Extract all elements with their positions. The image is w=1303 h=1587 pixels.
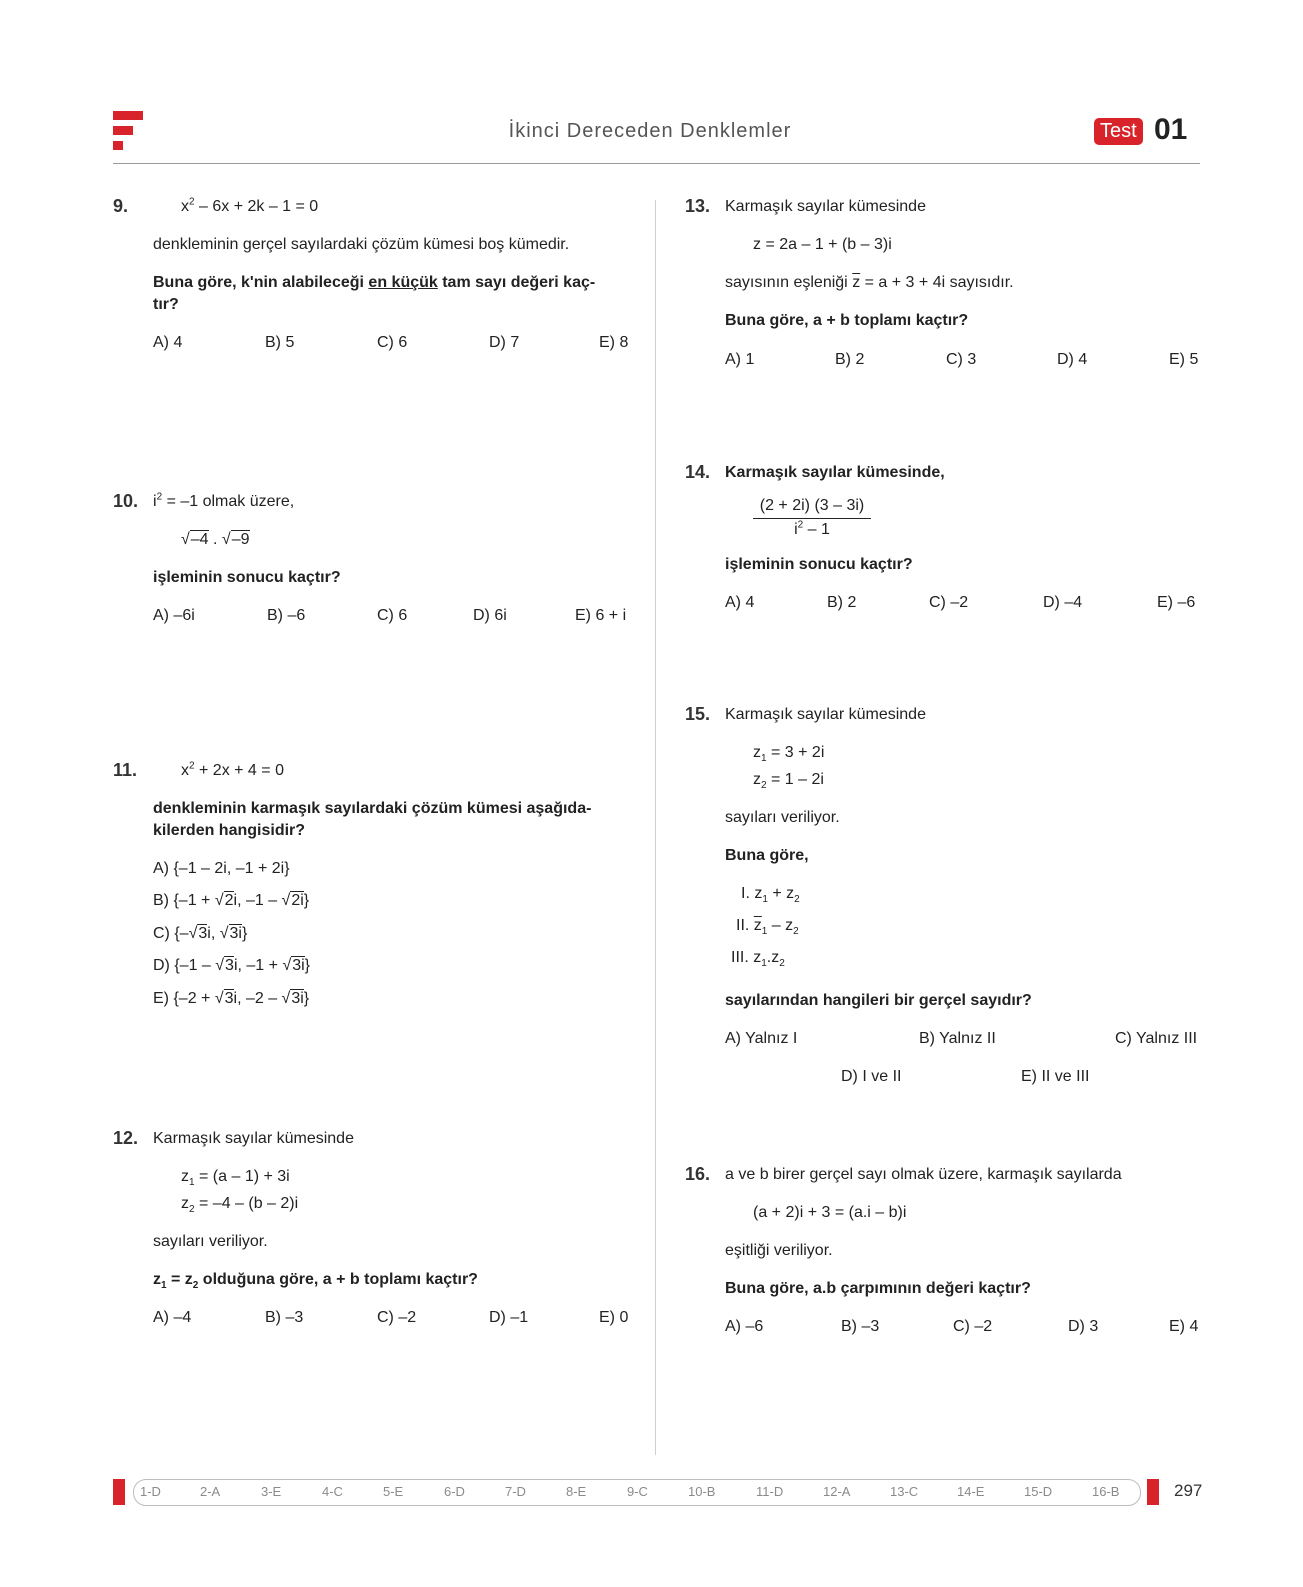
condition: $i^2 = -1$ olmak üzere, (153, 491, 295, 510)
question-prompt-cont: tır? (153, 296, 179, 313)
option-b[interactable]: B) 5 (265, 334, 295, 351)
z1-definition: $z_1 = (a - 1) + 3i$ (181, 1168, 290, 1189)
option-a[interactable]: A) –6i (153, 607, 195, 624)
option-a[interactable]: A) –6 (725, 1318, 764, 1335)
answer-item: 7-D (505, 1484, 526, 1499)
question-number: 16. (685, 1164, 711, 1184)
z2-definition: $z_2 = -4 - (b - 2)i$ (181, 1195, 299, 1216)
question-text: sayıları veriliyor. (725, 809, 840, 826)
option-b[interactable]: B) Yalnız II (919, 1030, 996, 1047)
question-prompt: denkleminin karmaşık sayılardaki çözüm kümesi aşağıda- (153, 800, 592, 817)
option-e[interactable]: E) 4 (1169, 1318, 1199, 1335)
question-intro: Karmaşık sayılar kümesinde (725, 198, 926, 215)
option-d[interactable]: D) I ve II (841, 1068, 902, 1085)
option-e[interactable]: E) 8 (599, 334, 629, 351)
denominator: $i^2 - 1$ (794, 519, 830, 538)
option-e[interactable]: E) 0 (599, 1309, 629, 1326)
option-d[interactable]: D) 6i (473, 607, 507, 624)
question-number: 14. (685, 462, 711, 482)
option-b[interactable]: B) –3 (265, 1309, 304, 1326)
answer-item: 15-D (1024, 1484, 1053, 1499)
option-e[interactable]: E) {–2 + √3i, –2 – √3i} (153, 990, 310, 1007)
footer-accent-left (113, 1479, 125, 1505)
publisher-logo (113, 111, 143, 151)
answer-item: 9-C (627, 1484, 648, 1499)
z2-definition: $z_2 = 1 - 2i$ (753, 771, 824, 792)
option-b[interactable]: B) –6 (267, 607, 306, 624)
answer-item: 13-C (890, 1484, 919, 1499)
question-intro: Karmaşık sayılar kümesinde (725, 706, 926, 723)
option-e[interactable]: E) 6 + i (575, 607, 627, 624)
test-badge: Test (1094, 118, 1143, 145)
page-title: İkinci Dereceden Denklemler (508, 120, 792, 142)
question-number: 12. (113, 1128, 139, 1148)
option-c[interactable]: C) 6 (377, 607, 408, 624)
option-b[interactable]: B) 2 (835, 351, 865, 368)
question-text: denkleminin gerçel sayılardaki çözüm kümesi boş kümedir. (153, 236, 570, 253)
question-prompt: $z_1 = z_2$ olduğuna göre, a + b toplamı kaçtır? (153, 1271, 478, 1292)
option-b[interactable]: B) 2 (827, 594, 857, 611)
question-number: 9. (113, 196, 129, 216)
option-d[interactable]: D) –1 (489, 1309, 529, 1326)
question-intro: Karmaşık sayılar kümesinde, (725, 464, 945, 481)
question-number: 10. (113, 491, 139, 511)
question-number: 15. (685, 704, 711, 724)
question-prompt: Buna göre, k'nin alabileceği en küçük tam sayı değeri kaç- (153, 274, 596, 291)
option-e[interactable]: E) II ve III (1021, 1068, 1090, 1085)
option-c[interactable]: C) –2 (929, 594, 969, 611)
option-a[interactable]: A) {–1 – 2i, –1 + 2i} (153, 860, 290, 877)
question-prompt: işleminin sonucu kaçtır? (153, 569, 341, 586)
statement-2: II. $\overline{z}_1 - z_2$ (736, 917, 799, 938)
answer-item: 8-E (566, 1484, 587, 1499)
option-d[interactable]: D) {–1 – √3i, –1 + √3i} (153, 957, 311, 974)
option-c[interactable]: C) 3 (946, 351, 977, 368)
answer-key (133, 1479, 1141, 1506)
option-d[interactable]: D) 3 (1068, 1318, 1099, 1335)
option-e[interactable]: E) 5 (1169, 351, 1199, 368)
numerator: (2 + 2i) (3 – 3i) (753, 496, 871, 519)
answer-item: 5-E (383, 1484, 404, 1499)
footer-accent-right (1147, 1479, 1159, 1505)
question-text: sayısının eşleniği $\overline{z} = a + 3 + 4i$ sayısıdır. (725, 274, 1014, 291)
z1-definition: $z_1 = 3 + 2i$ (753, 744, 825, 765)
option-d[interactable]: D) 4 (1057, 351, 1088, 368)
option-a[interactable]: A) 4 (725, 594, 755, 611)
equation: z = 2a – 1 + (b – 3)i (753, 236, 892, 253)
question-prompt: işleminin sonucu kaçtır? (725, 556, 913, 573)
question-intro: a ve b birer gerçel sayı olmak üzere, karmaşık sayılarda (725, 1166, 1122, 1183)
expression: √–4 . √–9 (181, 531, 250, 548)
option-a[interactable]: A) 4 (153, 334, 183, 351)
statement-3: III. $z_1.z_2$ (731, 949, 785, 970)
option-c[interactable]: C) –2 (377, 1309, 417, 1326)
option-d[interactable]: D) 7 (489, 334, 520, 351)
header-divider (113, 163, 1200, 164)
test-number: 01 (1154, 113, 1188, 146)
answer-item: 2-A (200, 1484, 221, 1499)
question-text: eşitliği veriliyor. (725, 1242, 833, 1259)
answer-item: 14-E (957, 1484, 985, 1499)
option-d[interactable]: D) –4 (1043, 594, 1083, 611)
question-prompt-cont: kilerden hangisidir? (153, 822, 306, 839)
equation: $x^2 + 2x + 4 = 0$ (181, 760, 284, 779)
option-e[interactable]: E) –6 (1157, 594, 1196, 611)
question-number: 13. (685, 196, 711, 216)
option-b[interactable]: B) –3 (841, 1318, 880, 1335)
answer-item: 16-B (1092, 1484, 1120, 1499)
column-divider (655, 200, 656, 1455)
question-prompt: Buna göre, a + b toplamı kaçtır? (725, 312, 969, 329)
answer-item: 11-D (756, 1484, 784, 1499)
page-number: 297 (1174, 1481, 1203, 1500)
answer-item: 10-B (688, 1484, 716, 1499)
question-number: 11. (113, 760, 138, 780)
option-a[interactable]: A) Yalnız I (725, 1030, 798, 1047)
answer-item: 6-D (444, 1484, 465, 1499)
statement-1: I. $z_1 + z_2$ (741, 885, 800, 906)
answer-item: 12-A (823, 1484, 851, 1499)
question-prompt: Buna göre, a.b çarpımının değeri kaçtır? (725, 1280, 1031, 1297)
option-a[interactable]: A) –4 (153, 1309, 192, 1326)
answer-item: 3-E (261, 1484, 282, 1499)
option-c[interactable]: C) Yalnız III (1115, 1030, 1198, 1047)
question-intro: Karmaşık sayılar kümesinde (153, 1130, 354, 1147)
option-c[interactable]: C) 6 (377, 334, 408, 351)
option-c[interactable]: C) {–√3i, √3i} (153, 925, 248, 942)
option-c[interactable]: C) –2 (953, 1318, 993, 1335)
equation: $x^2 - 6x + 2k - 1 = 0$ (181, 196, 319, 215)
equation: (a + 2)i + 3 = (a.i – b)i (753, 1204, 907, 1221)
option-b[interactable]: B) {–1 + √2i, –1 – √2i} (153, 892, 310, 909)
answer-item: 4-C (322, 1484, 343, 1499)
option-a[interactable]: A) 1 (725, 351, 755, 368)
answer-item: 1-D (140, 1484, 161, 1499)
fraction-expression (753, 496, 871, 541)
question-text: sayıları veriliyor. (153, 1233, 268, 1250)
question-prompt-intro: Buna göre, (725, 847, 809, 864)
question-prompt: sayılarından hangileri bir gerçel sayıdır? (725, 992, 1032, 1009)
